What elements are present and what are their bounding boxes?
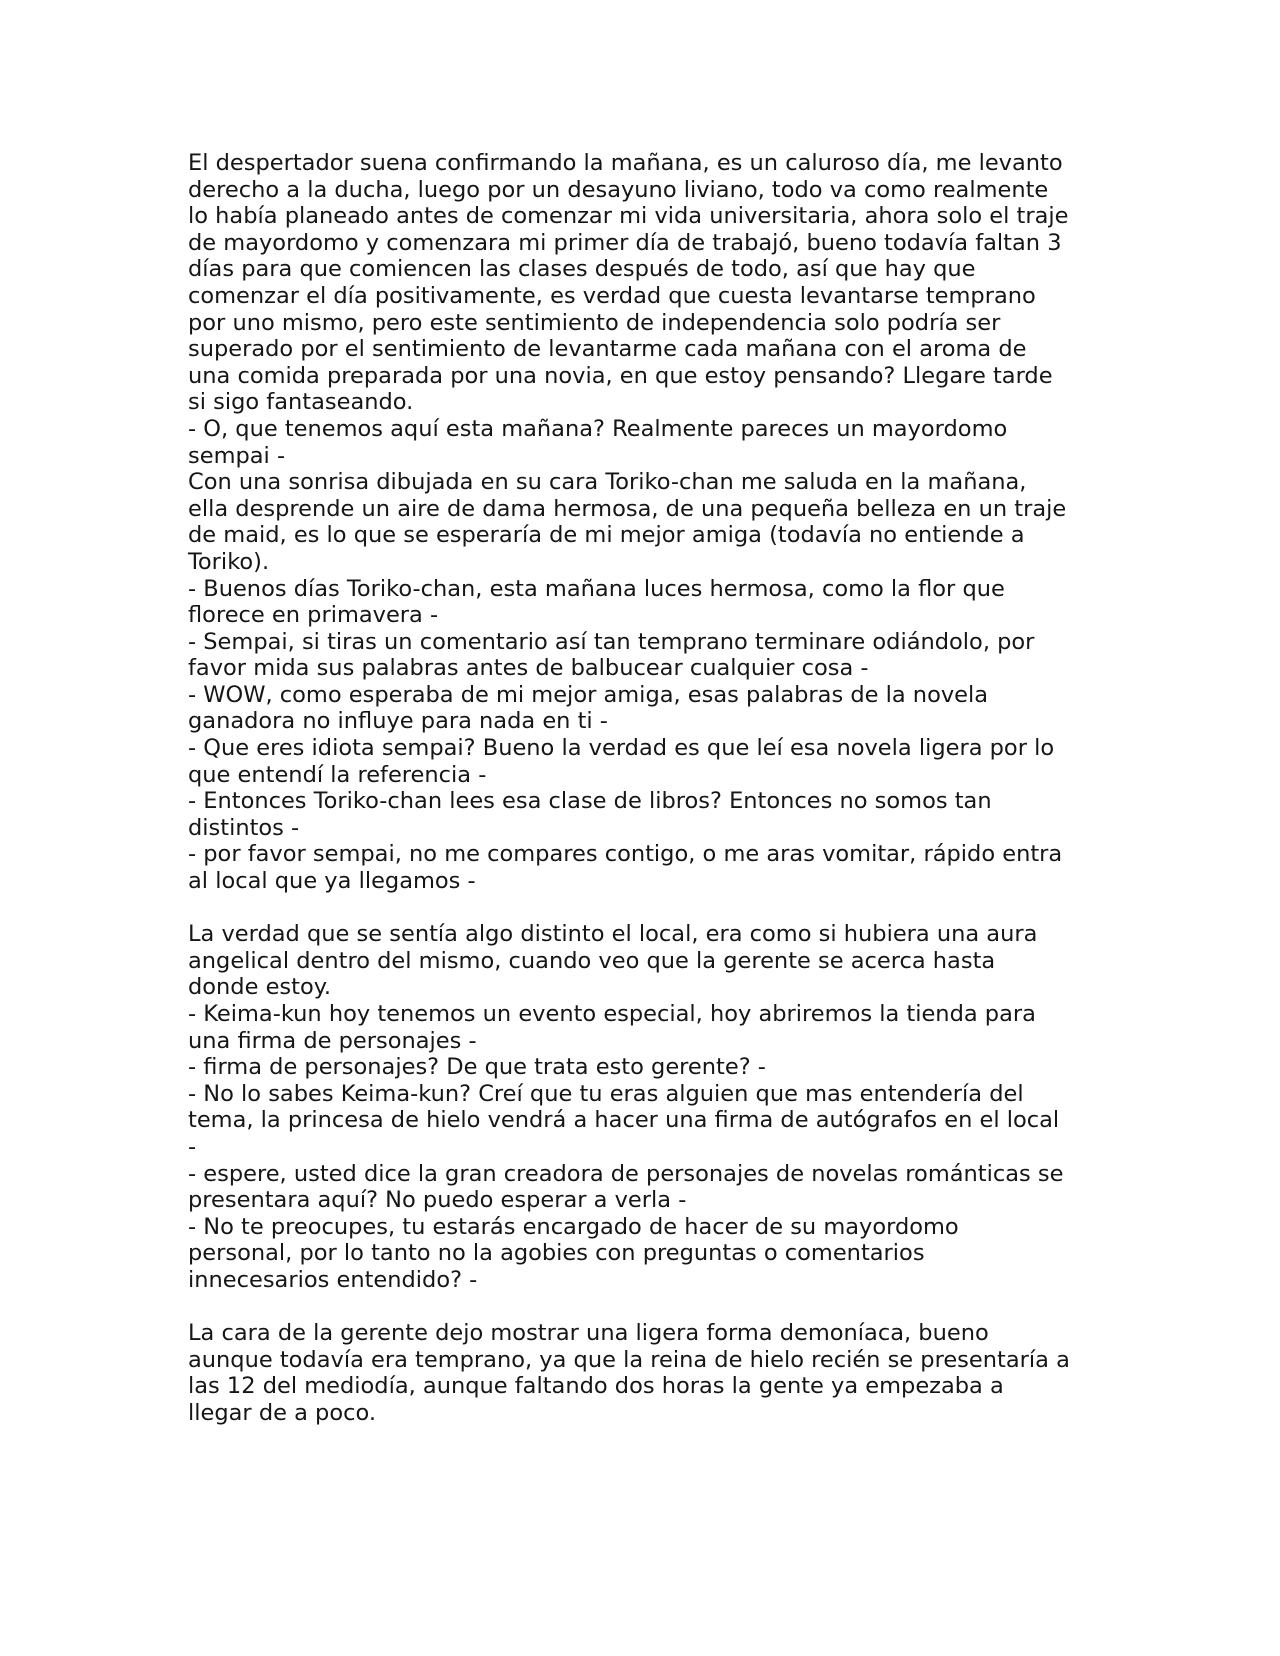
text-line: - por favor sempai, no me compares contigo, o me aras vomitar, rápido entra bbox=[188, 841, 1063, 868]
text-line: - firma de personajes? De que trata esto gerente? - bbox=[188, 1054, 766, 1081]
text-line: - espere, usted dice la gran creadora de personajes de novelas románticas se bbox=[188, 1160, 1064, 1187]
text-line: días para que comiencen las clases después de todo, así que hay que bbox=[188, 256, 976, 283]
text-line: superado por el sentimiento de levantarme cada mañana con el aroma de bbox=[188, 336, 1027, 363]
text-line: las 12 del mediodía, aunque faltando dos horas la gente ya empezaba a bbox=[188, 1373, 1004, 1400]
text-line: comenzar el día positivamente, es verdad que cuesta levantarse temprano bbox=[188, 282, 1036, 309]
text-line: La verdad que se sentía algo distinto el local, era como si hubiera una aura bbox=[188, 921, 1038, 948]
text-line: - O, que tenemos aquí esta mañana? Realmente pareces un mayordomo bbox=[188, 415, 1008, 442]
paragraph-gap bbox=[188, 895, 1098, 922]
text-line: de mayordomo y comenzara mi primer día de trabajó, bueno todavía faltan 3 bbox=[188, 229, 1062, 256]
text-line: florece en primavera - bbox=[188, 602, 439, 629]
text-line: una firma de personajes - bbox=[188, 1027, 477, 1054]
text-line: angelical dentro del mismo, cuando veo que la gerente se acerca hasta bbox=[188, 947, 996, 974]
text-line: - WOW, como esperaba de mi mejor amiga, esas palabras de la novela bbox=[188, 681, 989, 708]
text-line: sempai - bbox=[188, 442, 286, 469]
text-line: Toriko). bbox=[188, 548, 270, 575]
text-line: aunque todavía era temprano, ya que la reina de hielo recién se presentaría a bbox=[188, 1346, 1070, 1373]
text-line: llegar de a poco. bbox=[188, 1399, 376, 1426]
text-line: distintos - bbox=[188, 814, 300, 841]
text-line: - No lo sabes Keima-kun? Creí que tu eras alguien que mas entendería del bbox=[188, 1080, 1024, 1107]
text-line: donde estoy. bbox=[188, 974, 331, 1001]
text-line: - Keima-kun hoy tenemos un evento especial, hoy abriremos la tienda para bbox=[188, 1001, 1036, 1027]
text-line: por uno mismo, pero este sentimiento de independencia solo podría ser bbox=[188, 309, 1001, 336]
text-line: personal, por lo tanto no la agobies con preguntas o comentarios bbox=[188, 1240, 925, 1267]
text-line: innecesarios entendido? - bbox=[188, 1266, 478, 1293]
text-line: lo había planeado antes de comenzar mi vida universitaria, ahora solo el traje bbox=[188, 203, 1069, 230]
paragraph-gap bbox=[188, 1294, 1098, 1321]
text-line: favor mida sus palabras antes de balbucear cualquier cosa - bbox=[188, 655, 869, 682]
text-line: Con una sonrisa dibujada en su cara Toriko-chan me saluda en la mañana, bbox=[188, 469, 1027, 496]
text-line: La cara de la gerente dejo mostrar una ligera forma demoníaca, bueno bbox=[188, 1320, 989, 1347]
text-line: - bbox=[188, 1133, 197, 1160]
text-line: presentara aquí? No puedo esperar a verla - bbox=[188, 1187, 687, 1214]
text-line: una comida preparada por una novia, en que estoy pensando? Llegare tarde bbox=[188, 362, 1053, 389]
text-line: ganadora no influye para nada en ti - bbox=[188, 708, 608, 735]
document-body-text bbox=[188, 150, 1098, 1427]
text-line: El despertador suena confirmando la mañana, es un caluroso día, me levanto bbox=[188, 150, 1063, 176]
text-line: tema, la princesa de hielo vendrá a hacer una firma de autógrafos en el local bbox=[188, 1107, 1060, 1134]
text-line: derecho a la ducha, luego por un desayuno liviano, todo va como realmente bbox=[188, 176, 1049, 203]
text-line: de maid, es lo que se esperaría de mi mejor amiga (todavía no entiende a bbox=[188, 522, 1025, 549]
text-line: que entendí la referencia - bbox=[188, 761, 487, 788]
text-line: - No te preocupes, tu estarás encargado de hacer de su mayordomo bbox=[188, 1213, 959, 1240]
text-line: al local que ya llegamos - bbox=[188, 868, 476, 895]
text-line: si sigo fantaseando. bbox=[188, 389, 414, 416]
text-line: - Que eres idiota sempai? Bueno la verdad es que leí esa novela ligera por lo bbox=[188, 735, 1055, 762]
text-line: - Entonces Toriko-chan lees esa clase de libros? Entonces no somos tan bbox=[188, 788, 992, 815]
text-line: - Buenos días Toriko-chan, esta mañana luces hermosa, como la flor que bbox=[188, 575, 1005, 602]
text-line: - Sempai, si tiras un comentario así tan temprano terminare odiándolo, por bbox=[188, 628, 1035, 655]
text-line: ella desprende un aire de dama hermosa, de una pequeña belleza en un traje bbox=[188, 495, 1067, 522]
